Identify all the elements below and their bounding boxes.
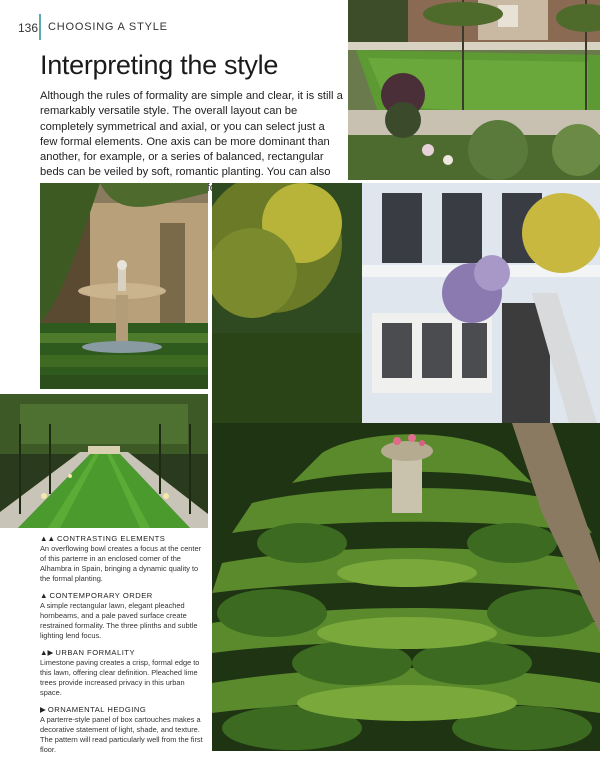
caption-urban-formality [40, 648, 205, 698]
page-number: 136 [18, 21, 39, 35]
caption-arrow-icon: ▶ [40, 705, 46, 714]
caption-text: Limestone paving creates a crisp, formal edge to this lawn, offering clear definition. Pleached lime trees provide increased privacy in this urban space. [40, 658, 200, 697]
photo-contemporary-order [0, 394, 208, 528]
section-title: CHOOSING A STYLE [48, 21, 168, 33]
captions [40, 534, 205, 762]
caption-heading: URBAN FORMALITY [55, 648, 136, 657]
caption-arrow-icon: ▲▲ [40, 534, 56, 543]
caption-heading: CONTEMPORARY ORDER [49, 591, 153, 600]
caption-arrow-icon: ▲ [40, 591, 48, 600]
caption-heading: CONTRASTING ELEMENTS [57, 534, 166, 543]
caption-heading-row [40, 534, 205, 543]
caption-contrasting-elements [40, 534, 205, 584]
caption-arrow-icon: ▲▶ [40, 648, 54, 657]
caption-heading-row [40, 648, 205, 657]
photo-contrasting-elements [40, 183, 208, 389]
page-title: Interpreting the style [40, 50, 279, 80]
caption-text: An overflowing bowl creates a focus at the center of this parterre in an enclosed corner of the Alhambra in Spain, bringing a dynamic quality to the formal planting. [40, 544, 202, 583]
photo-urban-formality [348, 0, 600, 180]
photo-ornamental-hedging [212, 183, 600, 751]
caption-heading: ORNAMENTAL HEDGING [47, 705, 147, 714]
intro-paragraph: Although the rules of formality are simple and clear, it is still a remarkably versatile style. The overall layout can be completely symmetrical and axial, or you can select just a few formal elements. One axis can be more dominant than another, for example, or a series of balanced, rectangular beds can be veiled by soft, romantic planting. You can also [40, 90, 343, 179]
caption-heading-row [40, 591, 205, 600]
caption-text: A parterre-style panel of box cartouches makes a decorative statement of light, shade, and texture. The pattern will read particularly well from the first floor. [40, 715, 203, 754]
caption-ornamental-hedging [40, 705, 205, 755]
caption-heading-row [40, 705, 205, 714]
caption-text: A simple rectangular lawn, elegant pleached hornbeams, and a pale paved surface create restrained formality. The three plinths and subtle lighting lend focus. [40, 601, 198, 640]
caption-contemporary-order [40, 591, 205, 641]
header-divider [39, 14, 41, 40]
